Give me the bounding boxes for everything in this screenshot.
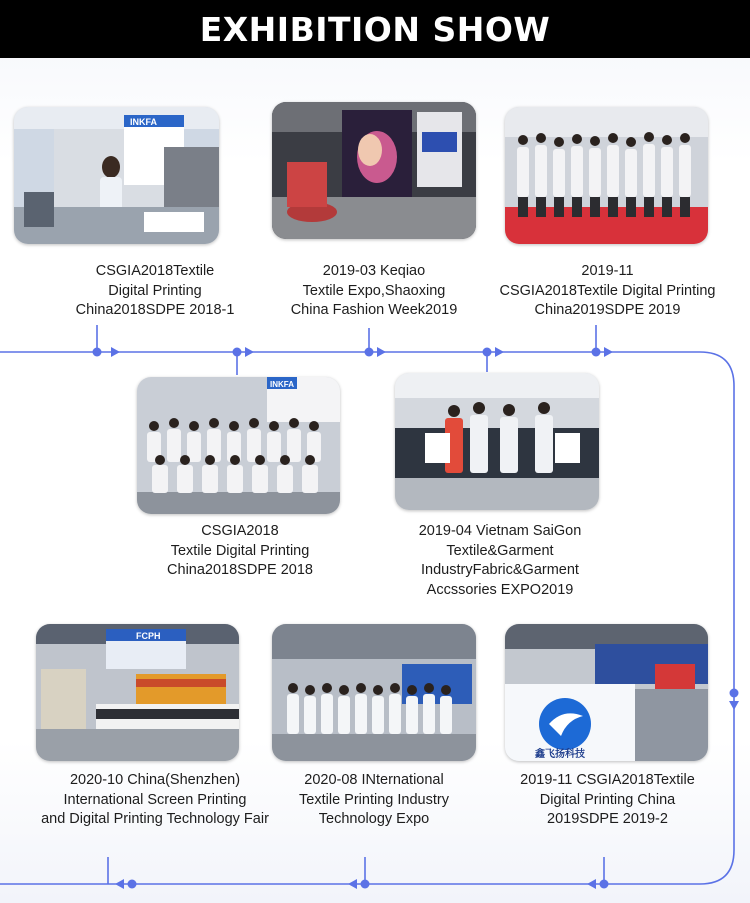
timeline-dot — [365, 348, 374, 357]
arrow-right-icon — [495, 347, 504, 357]
exhibition-photo-3 — [505, 107, 708, 244]
arrow-left-icon — [348, 879, 357, 889]
timeline-dot — [233, 348, 242, 357]
team-photo-icon — [395, 373, 599, 510]
exhibition-photo-7 — [272, 624, 476, 761]
timeline-dot — [600, 880, 609, 889]
exhibition-photo-8 — [505, 624, 708, 761]
exhibition-photo-6 — [36, 624, 239, 761]
printer-photo-icon — [36, 624, 239, 761]
booth-photo-icon — [272, 102, 476, 239]
exhibition-caption-5: 2019-04 Vietnam SaiGon Textile&Garment IndustryFabric&Garment Accssories EXPO2019 — [418, 523, 582, 598]
photo-sign-text: INKFA — [270, 380, 294, 389]
timeline-dot — [128, 880, 137, 889]
exhibition-caption-8: 2019-11 CSGIA2018Textile Digital Printing China 2019SDPE 2019-2 — [520, 772, 695, 827]
exhibition-caption-6: 2020-10 China(Shenzhen) International Screen Printing and Digital Printing Technology Fair — [41, 772, 269, 827]
arrow-left-icon — [115, 879, 124, 889]
team-photo-icon — [505, 107, 708, 244]
timeline-dot — [592, 348, 601, 357]
arrow-right-icon — [377, 347, 386, 357]
timeline-dot — [93, 348, 102, 357]
page-title: EXHIBITION SHOW — [199, 9, 551, 49]
arrow-right-icon — [604, 347, 613, 357]
exhibition-photo-1 — [14, 107, 219, 244]
timeline-dot — [730, 689, 739, 698]
team-photo-icon — [272, 624, 476, 761]
timeline-dot — [361, 880, 370, 889]
exhibition-caption-4: CSGIA2018 Textile Digital Printing China2018SDPE 2018 — [167, 523, 313, 578]
exhibition-caption-1: CSGIA2018Textile Digital Printing China2018SDPE 2018-1 — [75, 263, 235, 318]
exhibition-photo-2 — [272, 102, 476, 239]
arrow-right-icon — [245, 347, 254, 357]
timeline-dot — [483, 348, 492, 357]
team-photo-icon — [137, 377, 340, 514]
photo-sign-text: 鑫飞扬科技 — [535, 749, 585, 760]
arrow-down-icon — [729, 701, 739, 710]
exhibition-caption-7: 2020-08 INternational Textile Printing Industry Technology Expo — [299, 772, 449, 827]
photo-sign-text: INKFA — [130, 117, 157, 127]
header-bar — [0, 0, 750, 58]
exhibition-photo-5 — [395, 373, 599, 510]
booth-photo-icon — [14, 107, 219, 244]
exhibition-photo-4 — [137, 377, 340, 514]
exhibition-caption-2: 2019-03 Keqiao Textile Expo,Shaoxing China Fashion Week2019 — [290, 263, 458, 318]
logo-photo-icon — [505, 624, 708, 761]
photo-sign-text: FCPH — [136, 631, 161, 641]
exhibition-caption-3: 2019-11 CSGIA2018Textile Digital Printing China2019SDPE 2019 — [499, 263, 716, 318]
arrow-right-icon — [111, 347, 120, 357]
arrow-left-icon — [587, 879, 596, 889]
